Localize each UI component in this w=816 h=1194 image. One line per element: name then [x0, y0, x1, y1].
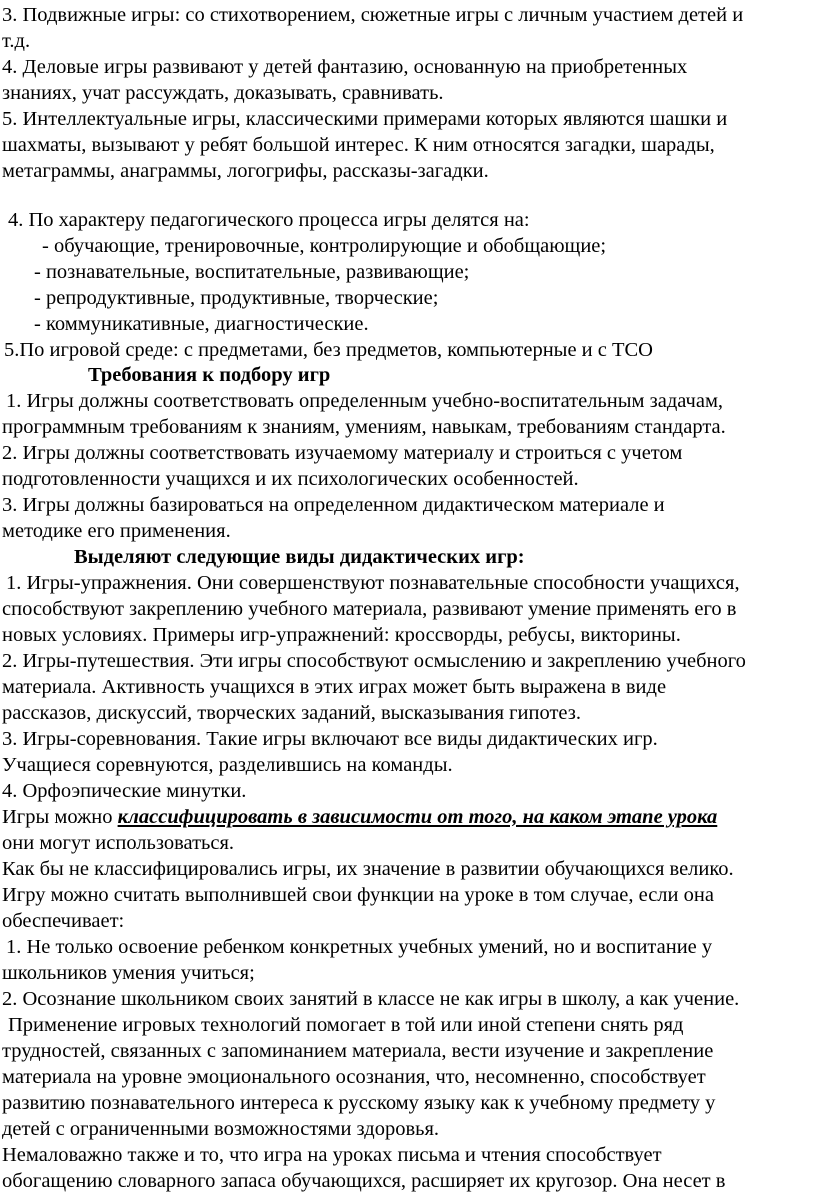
text-line: Применение игровых технологий помогает в той или иной степени снять ряд [8, 1014, 684, 1036]
text-line: школьников умения учиться; [2, 962, 255, 984]
text-line: 2. Игры должны соответствовать изучаемому материалу и строиться с учетом [2, 442, 683, 464]
text-line: трудностей, связанных с запоминанием материала, вести изучение и закрепление [2, 1040, 714, 1062]
list-item: - коммуникативные, диагностические. [34, 313, 369, 335]
text-line: программным требованиям к знаниям, умениям, навыкам, требованиям стандарта. [2, 416, 726, 438]
text-line: знаниях, учат рассуждать, доказывать, сравнивать. [2, 82, 444, 104]
text-line: метаграммы, анаграммы, логогрифы, рассказы-загадки. [2, 160, 489, 182]
text-line: обогащению словарного запаса обучающихся, расширяет их кругозор. Она несет в [2, 1170, 726, 1192]
text-line: развитию познавательного интереса к русскому языку как к учебному предмету у [2, 1092, 716, 1114]
text-line: 4. Орфоэпические минутки. [2, 780, 247, 802]
list-item: - обучающие, тренировочные, контролирующие и обобщающие; [42, 235, 607, 257]
text-line: новых условиях. Примеры игр-упражнений: кроссворды, ребусы, викторины. [2, 624, 681, 646]
text-line: Учащиеся соревнуются, разделившись на команды. [2, 754, 453, 776]
text-line: шахматы, вызывают у ребят большой интерес. К ним относятся загадки, шарады, [2, 134, 715, 156]
text-line: 3. Игры-соревнования. Такие игры включают все виды дидактических игр. [2, 728, 658, 750]
text-line: Немаловажно также и то, что игра на уроках письма и чтения способствует [2, 1144, 662, 1166]
text-line: 4. По характеру педагогического процесса игры делятся на: [8, 209, 530, 231]
text-line: подготовленности учащихся и их психологических особенностей. [2, 468, 579, 490]
text-line: 4. Деловые игры развивают у детей фантазию, основанную на приобретенных [2, 56, 688, 78]
section-heading: Выделяют следующие виды дидактических игр: [74, 546, 525, 568]
text-line: материала. Активность учащихся в этих играх может быть выражена в виде [2, 676, 667, 698]
text-line: Как бы не классифицировались игры, их значение в развитии обучающихся велико. [2, 858, 734, 880]
text-line: 1. Игры-упражнения. Они совершенствуют познавательные способности учащихся, [6, 572, 740, 594]
text-line: 2. Осознание школьником своих занятий в классе не как игры в школу, а как учение. [2, 988, 740, 1010]
text-run: Игры можно [2, 806, 118, 828]
text-line: т.д. [2, 30, 31, 52]
text-line: обеспечивает: [2, 910, 125, 932]
text-line: они могут использоваться. [2, 832, 235, 854]
list-item: - познавательные, воспитательные, развивающие; [34, 261, 470, 283]
text-line: Игру можно считать выполнившей свои функции на уроке в том случае, если она [2, 884, 714, 906]
text-line: 3. Подвижные игры: со стихотворением, сюжетные игры с личным участием детей и [2, 4, 744, 26]
list-item: - репродуктивные, продуктивные, творческие; [34, 287, 439, 309]
text-line: способствуют закреплению учебного материала, развивают умение применять его в [2, 598, 737, 620]
text-line: рассказов, дискуссий, творческих заданий, высказывания гипотез. [2, 702, 581, 724]
text-line: 1. Игры должны соответствовать определенным учебно-воспитательным задачам, [6, 390, 724, 412]
text-line: 1. Не только освоение ребенком конкретных учебных умений, но и воспитание у [6, 936, 713, 958]
text-line: методике его применения. [2, 520, 231, 542]
text-line [2, 804, 717, 830]
text-line: материала на уровне эмоционального осознания, что, несомненно, способствует [2, 1066, 706, 1088]
text-line: 5. Интеллектуальные игры, классическими примерами которых являются шашки и [2, 108, 728, 130]
emphasized-text: классифицировать в зависимости от того, на каком этапе урока [117, 806, 718, 828]
text-line: 2. Игры-путешествия. Эти игры способствуют осмыслению и закреплению учебного [2, 650, 746, 672]
section-heading: Требования к подбору игр [88, 364, 331, 386]
text-line: детей с ограниченными возможностями здоровья. [2, 1118, 440, 1140]
text-line: 3. Игры должны базироваться на определенном дидактическом материале и [2, 494, 665, 516]
text-line: 5.По игровой среде: с предметами, без предметов, компьютерные и с ТСО [4, 339, 653, 361]
